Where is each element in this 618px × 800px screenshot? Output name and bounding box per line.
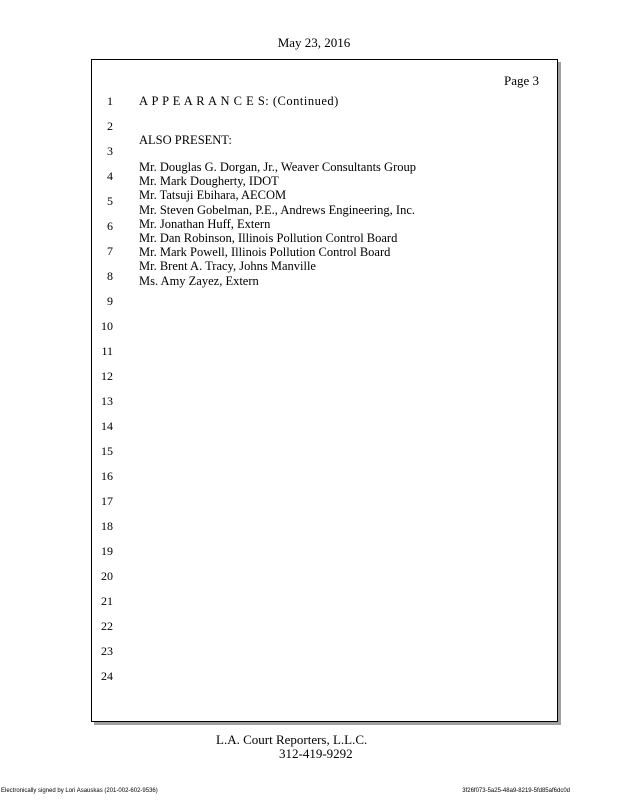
attendee-name: Mr. Douglas G. Dorgan, Jr., Weaver Consultants Group [139, 160, 416, 174]
line-number: 18 [101, 519, 113, 533]
line-number: 10 [101, 319, 113, 333]
line-number: 6 [107, 219, 113, 233]
electronic-signature-note: Electronically signed by Lori Asauskas (201-002-602-9536) [1, 788, 158, 794]
line-number: 7 [107, 244, 113, 258]
line-number: 23 [101, 644, 113, 658]
attendee-list [139, 160, 416, 288]
transcript-page [91, 59, 558, 722]
attendee-name: Mr. Mark Dougherty, IDOT [139, 174, 279, 189]
attendee-name: Mr. Brent A. Tracy, Johns Manville [139, 259, 316, 274]
line-number: 9 [107, 294, 113, 308]
attendee-name: Mr. Tatsuji Ebihara, AECOM [139, 188, 287, 203]
footer-company: L.A. Court Reporters, L.L.C. [216, 732, 368, 747]
line-number: 14 [101, 419, 113, 433]
line-number: 16 [101, 469, 113, 483]
line-number: 13 [101, 394, 113, 408]
page-number: Page 3 [503, 73, 539, 88]
footer-phone: 312-419-9292 [279, 746, 353, 761]
appearances-heading: A P P E A R A N C E S: (Continued) [139, 94, 339, 108]
line-number: 2 [107, 119, 113, 133]
line-number: 15 [101, 444, 113, 458]
line-number: 19 [101, 544, 113, 558]
line-number: 3 [107, 144, 113, 158]
line-number: 22 [101, 619, 113, 633]
also-present-label: ALSO PRESENT: [139, 133, 232, 147]
attendee-name: Mr. Jonathan Huff, Extern [139, 216, 271, 231]
document-id: 3f26f073-5a25-48a9-8219-5fd85af6dc0d [462, 788, 570, 794]
line-number: 20 [101, 569, 113, 583]
line-number: 12 [101, 369, 113, 383]
header-date: May 23, 2016 [277, 35, 351, 50]
line-number: 24 [101, 669, 113, 683]
attendee-name: Mr. Mark Powell, Illinois Pollution Control Board [139, 245, 391, 260]
line-number: 21 [101, 594, 113, 608]
line-number: 11 [101, 344, 113, 358]
line-number: 8 [107, 269, 113, 283]
attendee-name: Ms. Amy Zayez, Extern [139, 273, 259, 288]
attendee-name: Mr. Steven Gobelman, P.E., Andrews Engineering, Inc. [139, 202, 415, 217]
attendee-name: Mr. Dan Robinson, Illinois Pollution Control Board [139, 231, 398, 246]
line-number: 1 [107, 94, 113, 108]
line-number: 17 [101, 494, 113, 508]
line-number: 5 [107, 194, 113, 208]
line-number: 4 [107, 169, 113, 183]
